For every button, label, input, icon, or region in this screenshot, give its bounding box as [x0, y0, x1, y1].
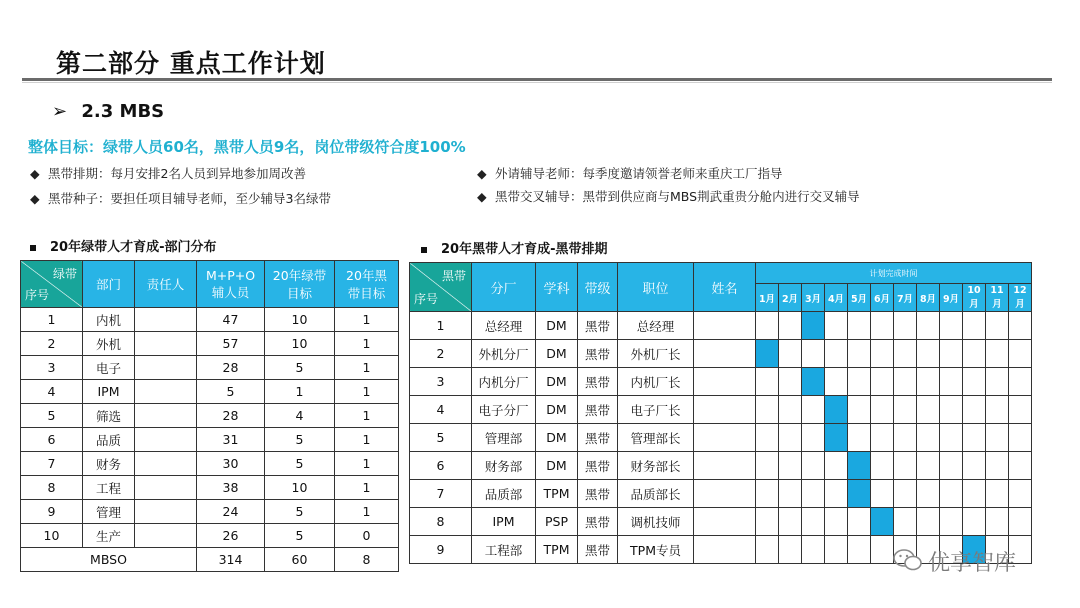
bullet-item [30, 189, 331, 207]
month-cell [963, 396, 986, 424]
arrow-bullet-icon: ➢ [52, 101, 68, 122]
diamond-icon: ◆ [477, 166, 487, 181]
month-cell [825, 452, 848, 480]
table-cell: TPM [536, 536, 578, 564]
month-cell [917, 396, 940, 424]
month-cell [940, 424, 963, 452]
month-cell [917, 312, 940, 340]
month-cell [1009, 480, 1032, 508]
table-corner-header: 黑带 序号 [410, 263, 472, 312]
green-belt-table [20, 260, 399, 572]
month-cell [779, 312, 802, 340]
month-cell [1009, 340, 1032, 368]
month-cell [848, 508, 871, 536]
bullet-text: 外请辅导老师：每季度邀请领誉老师来重庆工厂指导 [495, 166, 783, 181]
table-cell: 5 [197, 380, 265, 404]
month-header: 8月 [917, 284, 940, 312]
table-cell [694, 312, 756, 340]
month-cell [848, 536, 871, 564]
month-cell [894, 452, 917, 480]
table-cell: 财务 [83, 452, 135, 476]
table-cell: 黑带 [578, 340, 618, 368]
title-divider-thin [22, 82, 1052, 83]
table-cell: 4 [21, 380, 83, 404]
month-cell [1009, 312, 1032, 340]
table-cell: 6 [21, 428, 83, 452]
table-row [410, 368, 1032, 396]
month-cell [940, 340, 963, 368]
table-cell: PSP [536, 508, 578, 536]
table-cell: DM [536, 396, 578, 424]
table-cell: 财务部 [472, 452, 536, 480]
table-cell: 26 [197, 524, 265, 548]
table-cell: 8 [410, 508, 472, 536]
table-cell: 黑带 [578, 480, 618, 508]
table-cell: 调机技师 [618, 508, 694, 536]
month-cell [779, 536, 802, 564]
table-cell: 黑带 [578, 424, 618, 452]
month-cell [848, 424, 871, 452]
scheduled-month-cell [871, 508, 894, 536]
table-row [21, 500, 399, 524]
table-cell: 电子厂长 [618, 396, 694, 424]
table-row [410, 396, 1032, 424]
month-cell [825, 312, 848, 340]
month-cell [894, 396, 917, 424]
month-cell [940, 480, 963, 508]
table-cell: 管理部 [472, 424, 536, 452]
column-header: 学科 [536, 263, 578, 312]
table-cell: 1 [335, 404, 399, 428]
month-cell [963, 340, 986, 368]
section-title: 2.3 MBS [81, 101, 165, 122]
table-cell: 0 [335, 524, 399, 548]
table-row [410, 312, 1032, 340]
month-cell [825, 536, 848, 564]
table-cell: 1 [335, 308, 399, 332]
table-cell: 品质部 [472, 480, 536, 508]
month-cell [802, 424, 825, 452]
table-cell: IPM [472, 508, 536, 536]
month-cell [894, 508, 917, 536]
table-row [410, 508, 1032, 536]
table-cell: MBSO [21, 548, 197, 572]
table-cell: 314 [197, 548, 265, 572]
month-cell [1009, 424, 1032, 452]
total-row [21, 548, 399, 572]
table-cell: DM [536, 368, 578, 396]
table-cell [135, 500, 197, 524]
month-cell [940, 368, 963, 396]
table-cell [694, 480, 756, 508]
month-cell [963, 452, 986, 480]
month-cell [894, 340, 917, 368]
month-cell [917, 452, 940, 480]
month-cell [1009, 368, 1032, 396]
month-cell [963, 312, 986, 340]
bullet-item [477, 164, 783, 182]
month-cell [986, 396, 1009, 424]
table-cell: 1 [335, 452, 399, 476]
table-cell: 黑带 [578, 452, 618, 480]
page-title: 第二部分 重点工作计划 [56, 49, 326, 78]
month-cell [894, 480, 917, 508]
table-cell: 黑带 [578, 396, 618, 424]
table-cell: 1 [335, 356, 399, 380]
month-cell [779, 396, 802, 424]
month-cell [756, 480, 779, 508]
month-cell [894, 312, 917, 340]
diamond-icon: ◆ [30, 191, 40, 206]
month-header: 9月 [940, 284, 963, 312]
table-cell: 4 [265, 404, 335, 428]
month-cell [779, 368, 802, 396]
table-row [21, 476, 399, 500]
table-cell: 1 [335, 380, 399, 404]
month-cell [963, 508, 986, 536]
table-cell: 外机 [83, 332, 135, 356]
month-cell [940, 508, 963, 536]
black-table-caption: 20年黑带人才育成-黑带排期 [421, 238, 608, 257]
month-cell [756, 424, 779, 452]
month-cell [802, 452, 825, 480]
column-header: 职位 [618, 263, 694, 312]
month-cell [756, 536, 779, 564]
month-cell [1009, 396, 1032, 424]
scheduled-month-cell [848, 480, 871, 508]
month-cell [1009, 452, 1032, 480]
table-cell: 5 [265, 356, 335, 380]
scheduled-month-cell [848, 452, 871, 480]
bullet-text: 黑带排期：每月安排2名人员到异地参加周改善 [48, 166, 306, 181]
bullet-item [30, 164, 306, 182]
month-cell [802, 396, 825, 424]
table-cell [694, 508, 756, 536]
month-cell [940, 396, 963, 424]
month-cell [825, 508, 848, 536]
table-cell: 筛选 [83, 404, 135, 428]
column-header: 责任人 [135, 261, 197, 308]
table-cell: 7 [21, 452, 83, 476]
table-cell: 品质 [83, 428, 135, 452]
table-cell [135, 428, 197, 452]
month-cell [825, 368, 848, 396]
month-header: 5月 [848, 284, 871, 312]
month-cell [986, 452, 1009, 480]
table-cell: 8 [335, 548, 399, 572]
column-header: 部门 [83, 261, 135, 308]
scheduled-month-cell [802, 368, 825, 396]
month-cell [756, 452, 779, 480]
month-cell [871, 424, 894, 452]
table-cell [135, 476, 197, 500]
table-cell: 57 [197, 332, 265, 356]
column-header: 20年绿带 目标 [265, 261, 335, 308]
table-cell: IPM [83, 380, 135, 404]
table-cell: 品质部长 [618, 480, 694, 508]
table-cell: 黑带 [578, 312, 618, 340]
table-cell: 4 [410, 396, 472, 424]
month-cell [802, 340, 825, 368]
month-cell [963, 424, 986, 452]
table-cell: 黑带 [578, 508, 618, 536]
table-cell: 财务部长 [618, 452, 694, 480]
table-cell: 生产 [83, 524, 135, 548]
table-cell: 2 [21, 332, 83, 356]
table-cell: 工程 [83, 476, 135, 500]
overall-goal: 整体目标：绿带人员60名，黑带人员9名，岗位带级符合度100% [28, 138, 466, 156]
black-belt-schedule-table [409, 262, 1032, 564]
table-cell: 1 [335, 500, 399, 524]
table-cell: 5 [21, 404, 83, 428]
table-cell: 总经理 [472, 312, 536, 340]
month-cell [825, 480, 848, 508]
table-cell: 2 [410, 340, 472, 368]
table-cell: 10 [21, 524, 83, 548]
month-cell [986, 368, 1009, 396]
table-cell: 10 [265, 308, 335, 332]
table-row [21, 404, 399, 428]
table-cell: 10 [265, 476, 335, 500]
scheduled-month-cell [825, 424, 848, 452]
month-header: 4月 [825, 284, 848, 312]
table-row [21, 308, 399, 332]
table-row [21, 452, 399, 476]
column-header: M+P+O 辅人员 [197, 261, 265, 308]
month-cell [848, 340, 871, 368]
table-cell: DM [536, 424, 578, 452]
month-cell [756, 368, 779, 396]
table-cell: 28 [197, 404, 265, 428]
diamond-icon: ◆ [477, 189, 487, 204]
table-cell [694, 452, 756, 480]
table-cell: 5 [265, 500, 335, 524]
table-cell: 5 [265, 524, 335, 548]
month-cell [986, 480, 1009, 508]
month-cell [802, 480, 825, 508]
month-cell [779, 480, 802, 508]
table-cell: 电子分厂 [472, 396, 536, 424]
table-row [21, 380, 399, 404]
month-cell [756, 396, 779, 424]
table-cell: 黑带 [578, 536, 618, 564]
table-cell [694, 340, 756, 368]
table-cell: 1 [335, 476, 399, 500]
month-cell [917, 508, 940, 536]
table-cell: TPM专员 [618, 536, 694, 564]
bullet-text: 黑带种子：要担任项目辅导老师，至少辅导3名绿带 [48, 191, 331, 206]
month-cell [917, 424, 940, 452]
bullet-text: 黑带交叉辅导：黑带到供应商与MBS荆武重贵分舱内进行交叉辅导 [495, 189, 860, 204]
month-cell [986, 424, 1009, 452]
diamond-icon: ◆ [30, 166, 40, 181]
table-cell: 1 [410, 312, 472, 340]
month-header: 11月 [986, 284, 1009, 312]
table-cell: 内机厂长 [618, 368, 694, 396]
square-bullet-icon [421, 247, 427, 253]
scheduled-month-cell [802, 312, 825, 340]
table-cell: 28 [197, 356, 265, 380]
column-header: 20年黑 带目标 [335, 261, 399, 308]
table-cell: 外机厂长 [618, 340, 694, 368]
table-cell: DM [536, 452, 578, 480]
wechat-logo-icon [893, 549, 923, 571]
table-cell: 1 [21, 308, 83, 332]
table-cell: 黑带 [578, 368, 618, 396]
month-cell [917, 480, 940, 508]
table-cell [135, 308, 197, 332]
table-cell [694, 396, 756, 424]
table-cell [694, 536, 756, 564]
month-cell [848, 312, 871, 340]
square-bullet-icon [30, 245, 36, 251]
table-cell: 内机分厂 [472, 368, 536, 396]
table-cell [135, 356, 197, 380]
table-cell [135, 524, 197, 548]
title-divider [22, 78, 1052, 81]
plan-time-header: 计划完成时间 [756, 263, 1032, 284]
month-header: 1月 [756, 284, 779, 312]
table-row [410, 424, 1032, 452]
table-corner-header: 绿带 序号 [21, 261, 83, 308]
watermark-text: 优享智库 [928, 551, 1017, 576]
table-cell: 24 [197, 500, 265, 524]
scheduled-month-cell [756, 340, 779, 368]
table-row [410, 480, 1032, 508]
column-header: 姓名 [694, 263, 756, 312]
table-cell: 外机分厂 [472, 340, 536, 368]
month-cell [871, 312, 894, 340]
table-cell [694, 424, 756, 452]
table-row [410, 452, 1032, 480]
table-cell: 30 [197, 452, 265, 476]
month-cell [802, 536, 825, 564]
month-cell [848, 368, 871, 396]
month-cell [986, 508, 1009, 536]
month-header: 6月 [871, 284, 894, 312]
month-header: 3月 [802, 284, 825, 312]
month-header: 12月 [1009, 284, 1032, 312]
month-cell [917, 340, 940, 368]
month-cell [825, 340, 848, 368]
month-cell [871, 368, 894, 396]
month-cell [917, 368, 940, 396]
table-cell: 1 [335, 332, 399, 356]
table-cell: 管理 [83, 500, 135, 524]
table-cell: 管理部长 [618, 424, 694, 452]
table-row [410, 340, 1032, 368]
month-cell [963, 480, 986, 508]
scheduled-month-cell [825, 396, 848, 424]
table-cell: 3 [21, 356, 83, 380]
month-cell [848, 396, 871, 424]
table-cell: 10 [265, 332, 335, 356]
table-cell: 38 [197, 476, 265, 500]
table-cell: 工程部 [472, 536, 536, 564]
table-cell: 3 [410, 368, 472, 396]
month-cell [963, 368, 986, 396]
month-cell [756, 312, 779, 340]
table-row [21, 524, 399, 548]
table-cell [135, 452, 197, 476]
table-cell: 7 [410, 480, 472, 508]
table-cell: 9 [21, 500, 83, 524]
month-cell [871, 452, 894, 480]
month-cell [756, 508, 779, 536]
month-cell [940, 312, 963, 340]
table-cell: 31 [197, 428, 265, 452]
month-cell [871, 480, 894, 508]
table-cell: 47 [197, 308, 265, 332]
table-cell: 8 [21, 476, 83, 500]
green-table-caption: 20年绿带人才育成-部门分布 [30, 236, 217, 255]
table-cell: 总经理 [618, 312, 694, 340]
table-cell: 内机 [83, 308, 135, 332]
month-header: 10月 [963, 284, 986, 312]
table-cell: 电子 [83, 356, 135, 380]
month-cell [894, 368, 917, 396]
table-cell: 6 [410, 452, 472, 480]
table-cell: 5 [265, 428, 335, 452]
table-cell [135, 332, 197, 356]
table-cell: 5 [410, 424, 472, 452]
month-cell [871, 340, 894, 368]
bullet-item [477, 187, 860, 205]
month-cell [986, 312, 1009, 340]
table-cell: 60 [265, 548, 335, 572]
month-cell [894, 424, 917, 452]
table-cell [135, 380, 197, 404]
table-cell [135, 404, 197, 428]
month-cell [871, 396, 894, 424]
month-cell [779, 340, 802, 368]
month-cell [940, 452, 963, 480]
table-row [21, 332, 399, 356]
month-cell [802, 508, 825, 536]
table-cell: TPM [536, 480, 578, 508]
month-cell [779, 452, 802, 480]
month-cell [779, 508, 802, 536]
table-cell: DM [536, 312, 578, 340]
month-header: 7月 [894, 284, 917, 312]
month-cell [871, 536, 894, 564]
column-header: 分厂 [472, 263, 536, 312]
month-cell [986, 340, 1009, 368]
table-cell: 1 [265, 380, 335, 404]
table-cell: 1 [335, 428, 399, 452]
section-heading [52, 101, 164, 122]
table-cell [694, 368, 756, 396]
table-cell: DM [536, 340, 578, 368]
table-cell: 9 [410, 536, 472, 564]
month-header: 2月 [779, 284, 802, 312]
table-row [21, 428, 399, 452]
table-cell: 5 [265, 452, 335, 476]
month-cell [1009, 508, 1032, 536]
table-row [21, 356, 399, 380]
month-cell [779, 424, 802, 452]
column-header: 带级 [578, 263, 618, 312]
